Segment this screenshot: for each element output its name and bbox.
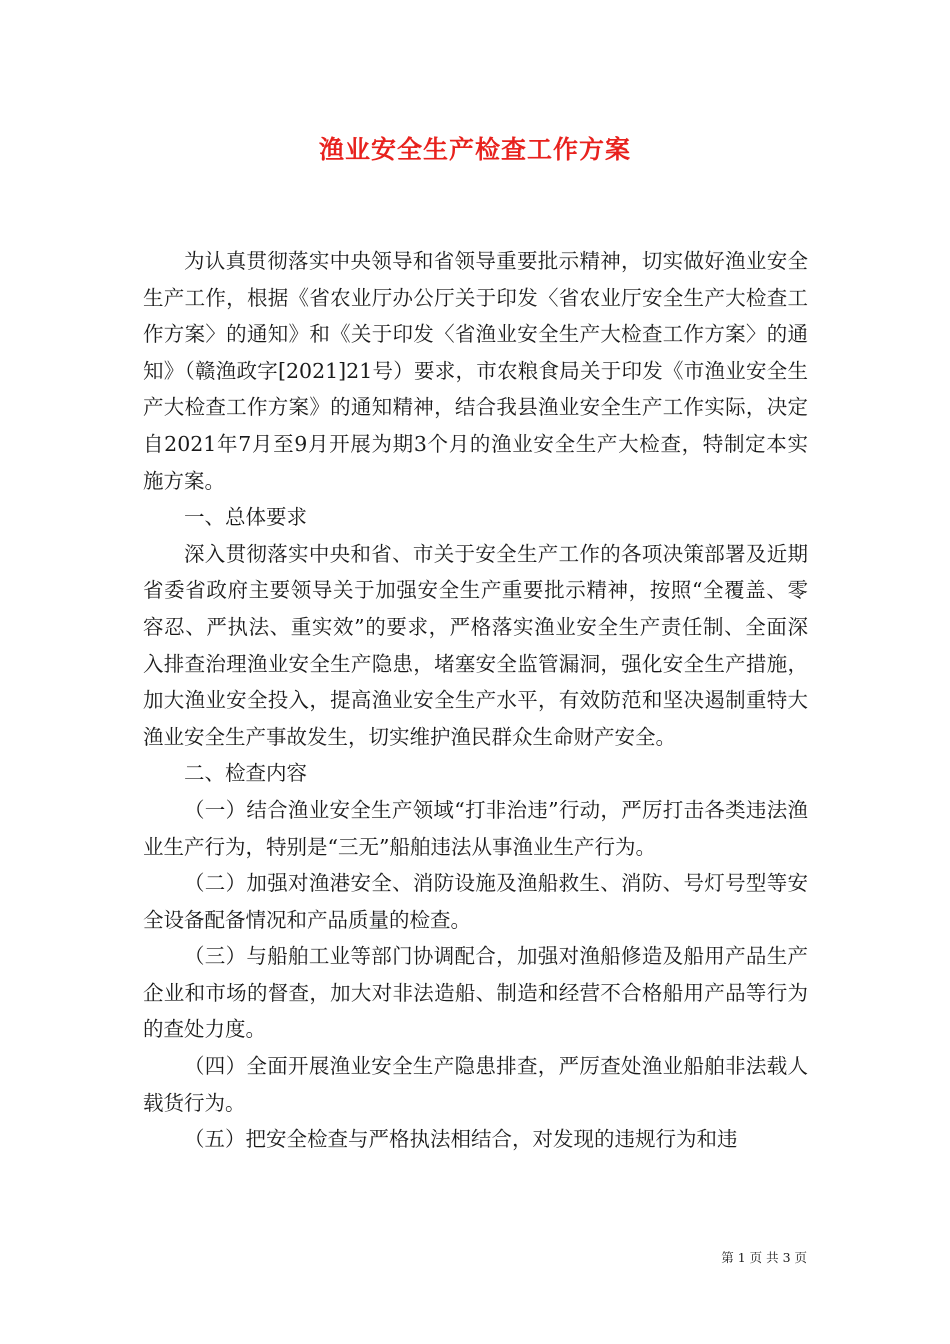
section-heading-inspection: 二、检查内容 [184, 761, 307, 786]
paragraph-item-1: （一）结合渔业安全生产领域“打非治违”行动，严厉打击各类违法渔业生产行为，特别是“三无”船舶违法从事渔业生产行为。 [143, 797, 808, 859]
page-number: 第 1 页 共 3 页 [721, 1250, 807, 1265]
paragraph-item-4: （四）全面开展渔业安全生产隐患排查，严厉查处渔业船舶非法载人载货行为。 [143, 1054, 808, 1115]
paragraph-general-requirements: 深入贯彻落实中央和省、市关于安全生产工作的各项决策部署及近期省委省政府主要领导关于加强安全生产重要批示精神，按照“全覆盖、零容忍、严执法、重实效”的要求，严格落实渔业安全生产责任制、全面深入排查治理渔业安全生产隐患，堵塞安全监管漏洞，强化安全生产措施，加大渔业安全投入，提高渔业安全生产水平，有效防范和坚决遏制重特大渔业安全生产事故发生，切实维护渔民群众生命财产安全。 [143, 541, 808, 749]
paragraph-intro: 为认真贯彻落实中央领导和省领导重要批示精神，切实做好渔业安全生产工作，根据《省农业厅办公厅关于印发〈省农业厅安全生产大检查工作方案〉的通知》和《关于印发〈省渔业安全生产大检查工作方案〉的通知》（赣渔政字[2021]21号）要求，市农粮食局关于印发《市渔业安全生产大检查工作方案》的通知精神，结合我县渔业安全生产工作实际，决定自2021年7月至9月开展为期3个月的渔业安全生产大检查，特制定本实施方案。 [143, 249, 808, 493]
paragraph-item-2: （二）加强对渔港安全、消防设施及渔船救生、消防、号灯号型等安全设备配备情况和产品质量的检查。 [143, 871, 808, 932]
section-heading-general: 一、总体要求 [184, 505, 307, 530]
document-body [143, 243, 808, 1158]
paragraph-item-5: （五）把安全检查与严格执法相结合，对发现的违规行为和违 [184, 1127, 738, 1152]
paragraph-item-3: （三）与船舶工业等部门协调配合，加强对渔船修造及船用产品生产企业和市场的督查，加大对非法造船、制造和经营不合格船用产品等行为的查处力度。 [143, 944, 808, 1042]
document-title: 渔业安全生产检查工作方案 [318, 135, 631, 164]
